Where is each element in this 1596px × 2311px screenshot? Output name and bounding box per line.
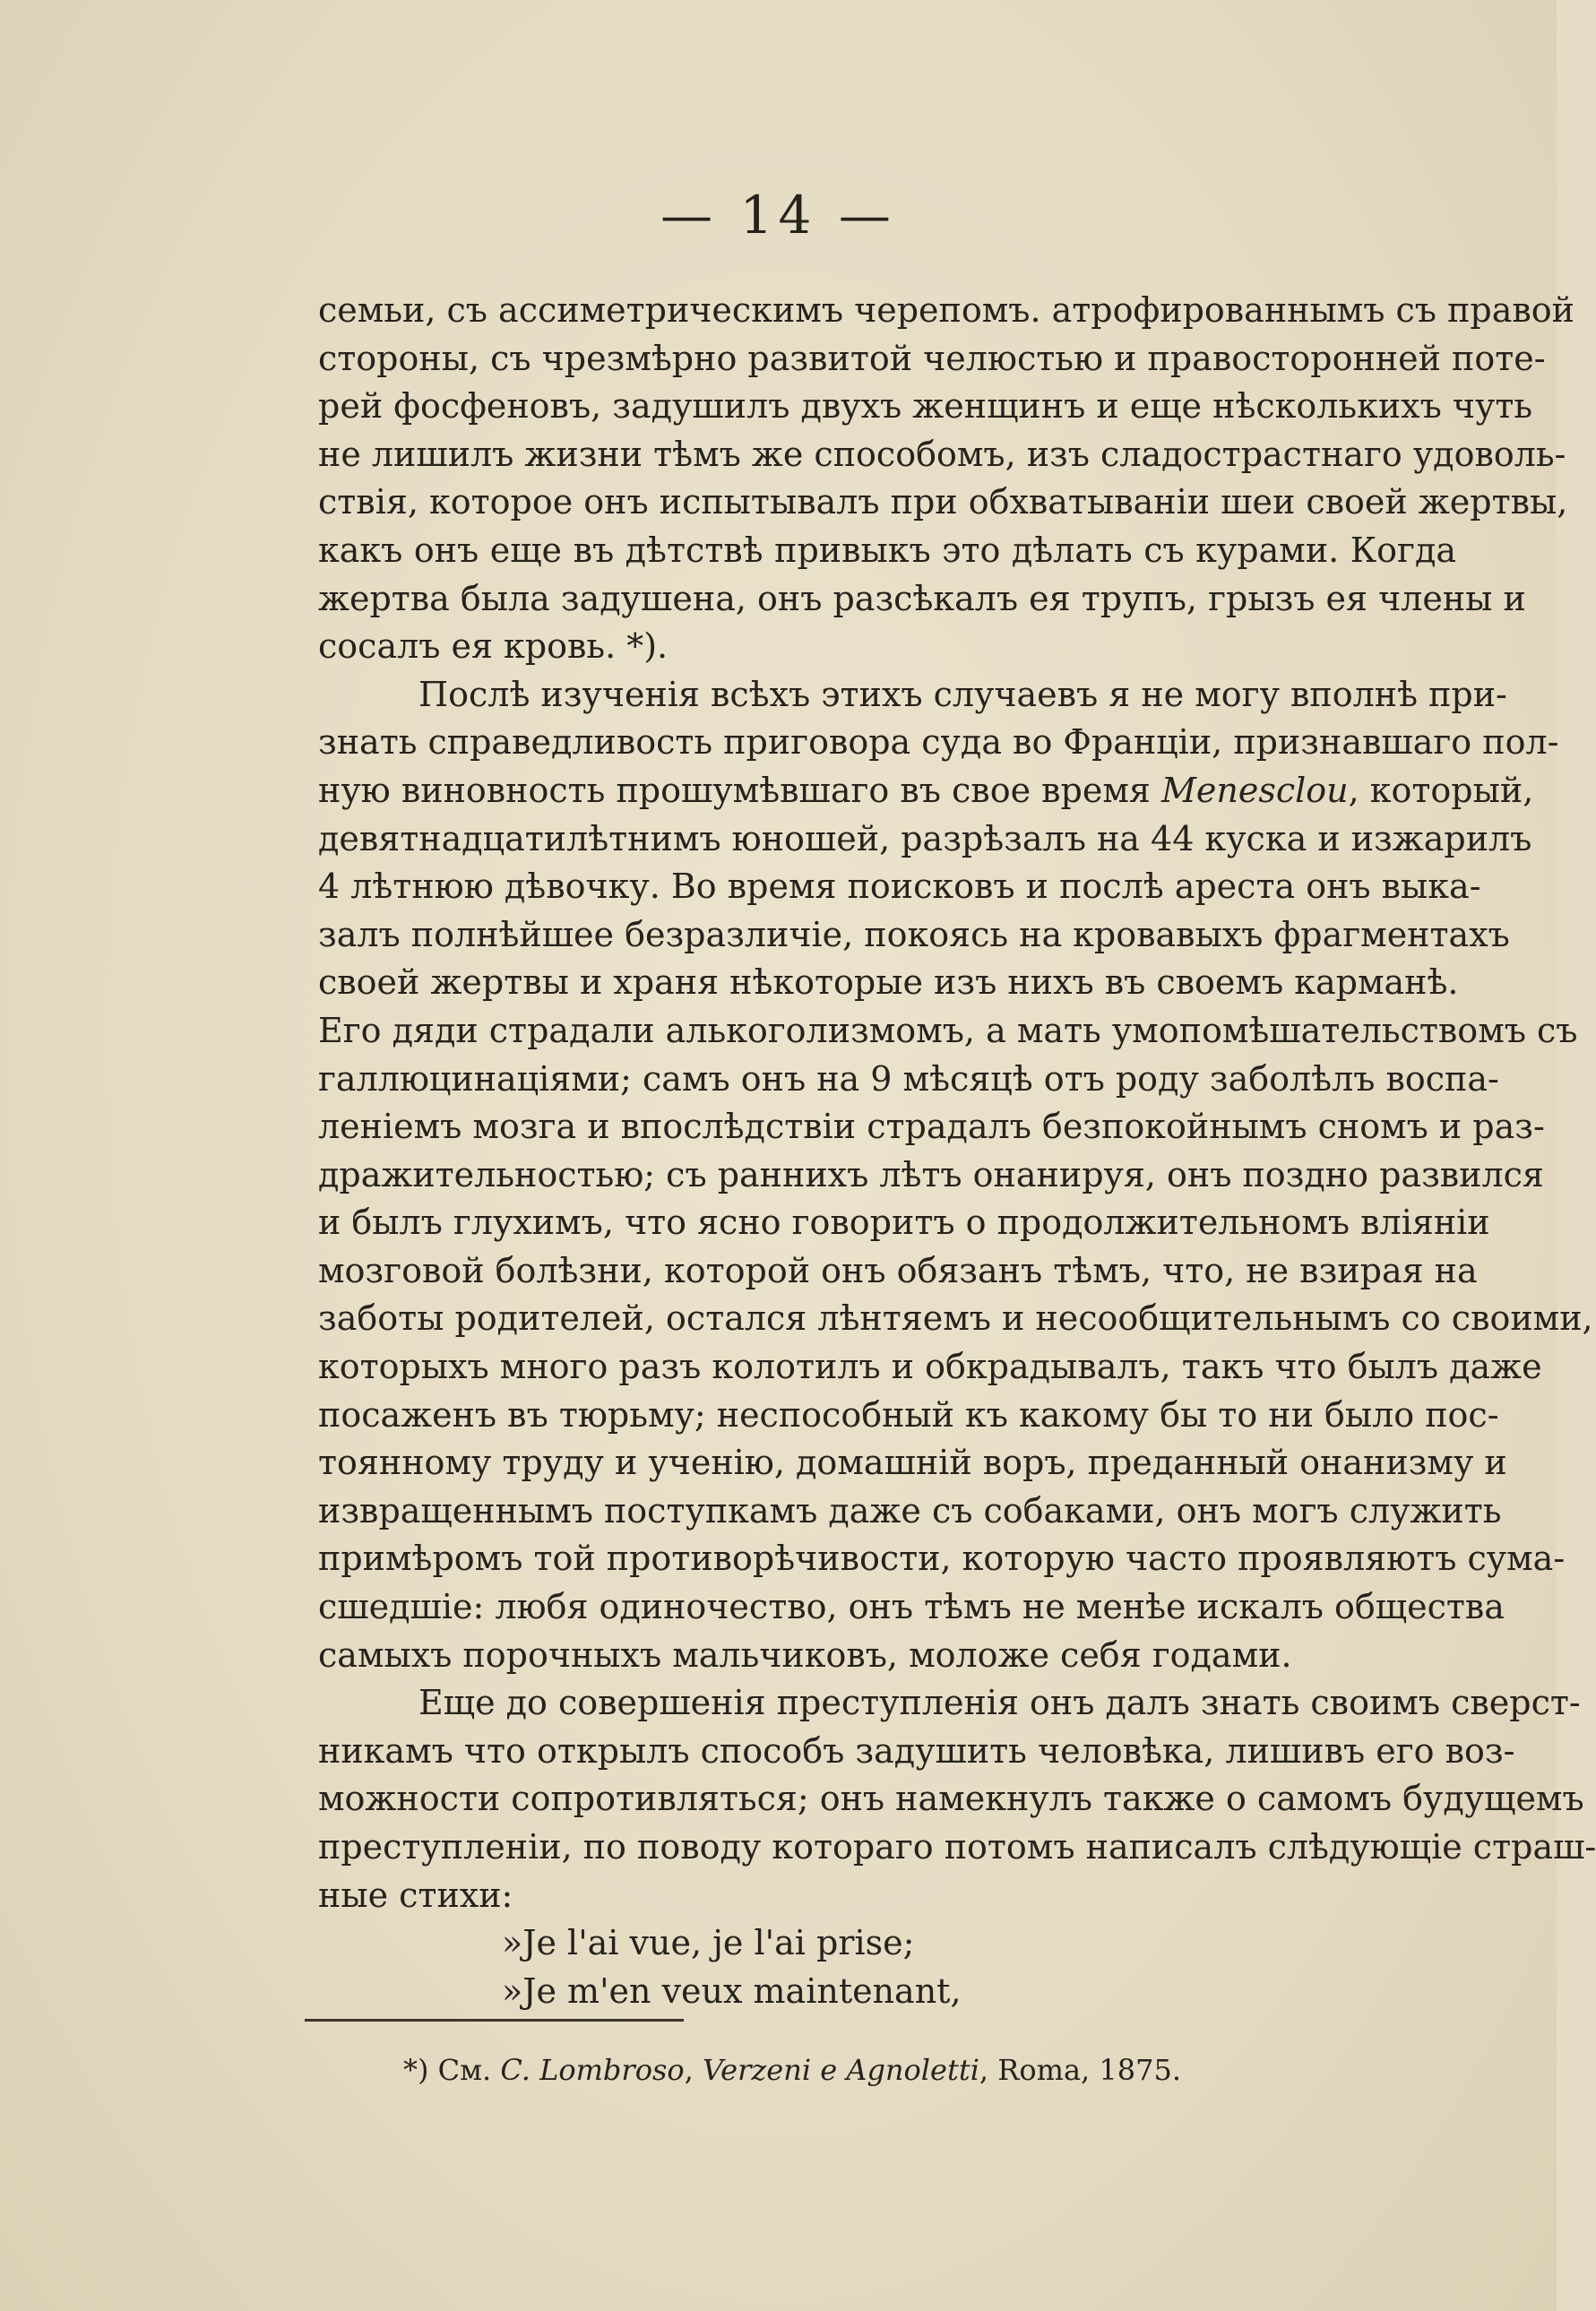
- footnote-author: C. Lombroso: [500, 2053, 685, 2087]
- text-line: извращеннымъ поступкамъ даже съ собаками, онъ могъ служить: [318, 1490, 1502, 1531]
- footnote-place-year: Roma, 1875.: [997, 2053, 1181, 2087]
- text-line: примѣромъ той противорѣчивости, которую часто проявляютъ сума-: [318, 1539, 1566, 1579]
- text-line: тоянному труду и ученію, домашній воръ, преданный онанизму и: [318, 1443, 1507, 1483]
- paragraphs: [318, 287, 1596, 1919]
- text-line: сшедшіе: любя одиночество, онъ тѣмъ не менѣе искалъ общества: [318, 1587, 1505, 1627]
- footnote-rule: [305, 2019, 684, 2022]
- text-line: знать справедливость приговора суда во Франціи, признавшаго пол-: [318, 722, 1559, 763]
- text-line: дражительностью; съ раннихъ лѣтъ онанируя, онъ поздно развился: [318, 1154, 1544, 1194]
- text-line: которыхъ много разъ колотилъ и обкрадывалъ, такъ что былъ даже: [318, 1347, 1542, 1387]
- footnote-title: Verzeni e Agnoletti: [703, 2053, 979, 2087]
- body-text: [318, 287, 1596, 2015]
- text-line: своей жертвы и храня нѣкоторые изъ нихъ въ своемъ карманѣ.: [318, 962, 1459, 1003]
- verse-block: [318, 1919, 1456, 2015]
- text-line: Еще до совершенія преступленія онъ далъ знать своимъ сверст-: [418, 1683, 1581, 1723]
- text-line: леніемъ мозга и впослѣдствіи страдалъ безпокойнымъ сномъ и раз-: [318, 1107, 1545, 1147]
- text-line: ную виновность прошумѣвшаго въ свое время Menesclou, который,: [318, 770, 1534, 810]
- text-line: мозговой болѣзни, которой онъ обязанъ тѣмъ, что, не взирая на: [318, 1250, 1478, 1290]
- text-line: залъ полнѣйшее безразличіе, покоясь на кровавыхъ фрагментахъ: [318, 914, 1510, 954]
- text-line: никамъ что открылъ способъ задушить человѣка, лишивъ его воз-: [318, 1730, 1515, 1771]
- text-line: Его дяди страдали алькоголизмомъ, а мать умопомѣшательствомъ съ: [318, 1010, 1578, 1050]
- paragraph: [318, 287, 1574, 671]
- text-line: галлюцинаціями; самъ онъ на 9 мѣсяцѣ отъ роду заболѣлъ воспа-: [318, 1058, 1499, 1099]
- text-line: 4 лѣтнюю дѣвочку. Во время поисковъ и послѣ ареста онъ выка-: [318, 867, 1481, 907]
- paragraph: [318, 671, 1593, 1679]
- text-line: сосалъ ея кровь. *).: [318, 626, 669, 667]
- verse-line: »Je m'en veux maintenant,: [502, 1970, 962, 2011]
- paragraph: [318, 1679, 1596, 1919]
- text-line: самыхъ порочныхъ мальчиковъ, моложе себя годами.: [318, 1634, 1292, 1675]
- text-line: ные стихи:: [318, 1875, 513, 1915]
- text-line: семьи, съ ассиметрическимъ черепомъ. атрофированнымъ съ правой: [318, 290, 1574, 330]
- footnote: *) См. C. Lombroso, Verzeni e Agnoletti, Roma, 1875.: [403, 2053, 1181, 2087]
- verse-line: »Je l'ai vue, je l'ai prise;: [502, 1923, 915, 1963]
- page-number: — 14 —: [660, 185, 896, 246]
- text-line: и былъ глухимъ, что ясно говоритъ о продолжительномъ вліяніи: [318, 1203, 1490, 1243]
- text-line: стороны, съ чрезмѣрно развитой челюстью и правосторонней поте-: [318, 338, 1546, 378]
- text-line: жертва была задушена, онъ разсѣкалъ ея трупъ, грызъ ея члены и: [318, 578, 1526, 618]
- text-line: заботы родителей, остался лѣнтяемъ и несообщительнымъ со своими,: [318, 1298, 1593, 1339]
- text-line: преступленіи, по поводу котораго потомъ написалъ слѣдующіе страш-: [318, 1827, 1596, 1867]
- footnote-marker: *) См.: [403, 2053, 492, 2087]
- text-line: рей фосфеновъ, задушилъ двухъ женщинъ и еще нѣсколькихъ чуть: [318, 386, 1533, 427]
- text-line: не лишилъ жизни тѣмъ же способомъ, изъ сладострастнаго удоволь-: [318, 434, 1566, 474]
- text-line: Послѣ изученія всѣхъ этихъ случаевъ я не могу вполнѣ при-: [418, 674, 1507, 714]
- text-line: ствія, которое онъ испытывалъ при обхватываніи шеи своей жертвы,: [318, 482, 1568, 522]
- text-line: девятнадцатилѣтнимъ юношей, разрѣзалъ на 44 куска и изжарилъ: [318, 818, 1532, 858]
- text-line: можности сопротивляться; онъ намекнулъ также о самомъ будущемъ: [318, 1779, 1584, 1819]
- text-line: какъ онъ еще въ дѣтствѣ привыкъ это дѣлать съ курами. Когда: [318, 530, 1456, 570]
- text-line: посаженъ въ тюрьму; неспособный къ какому бы то ни было пос-: [318, 1394, 1499, 1435]
